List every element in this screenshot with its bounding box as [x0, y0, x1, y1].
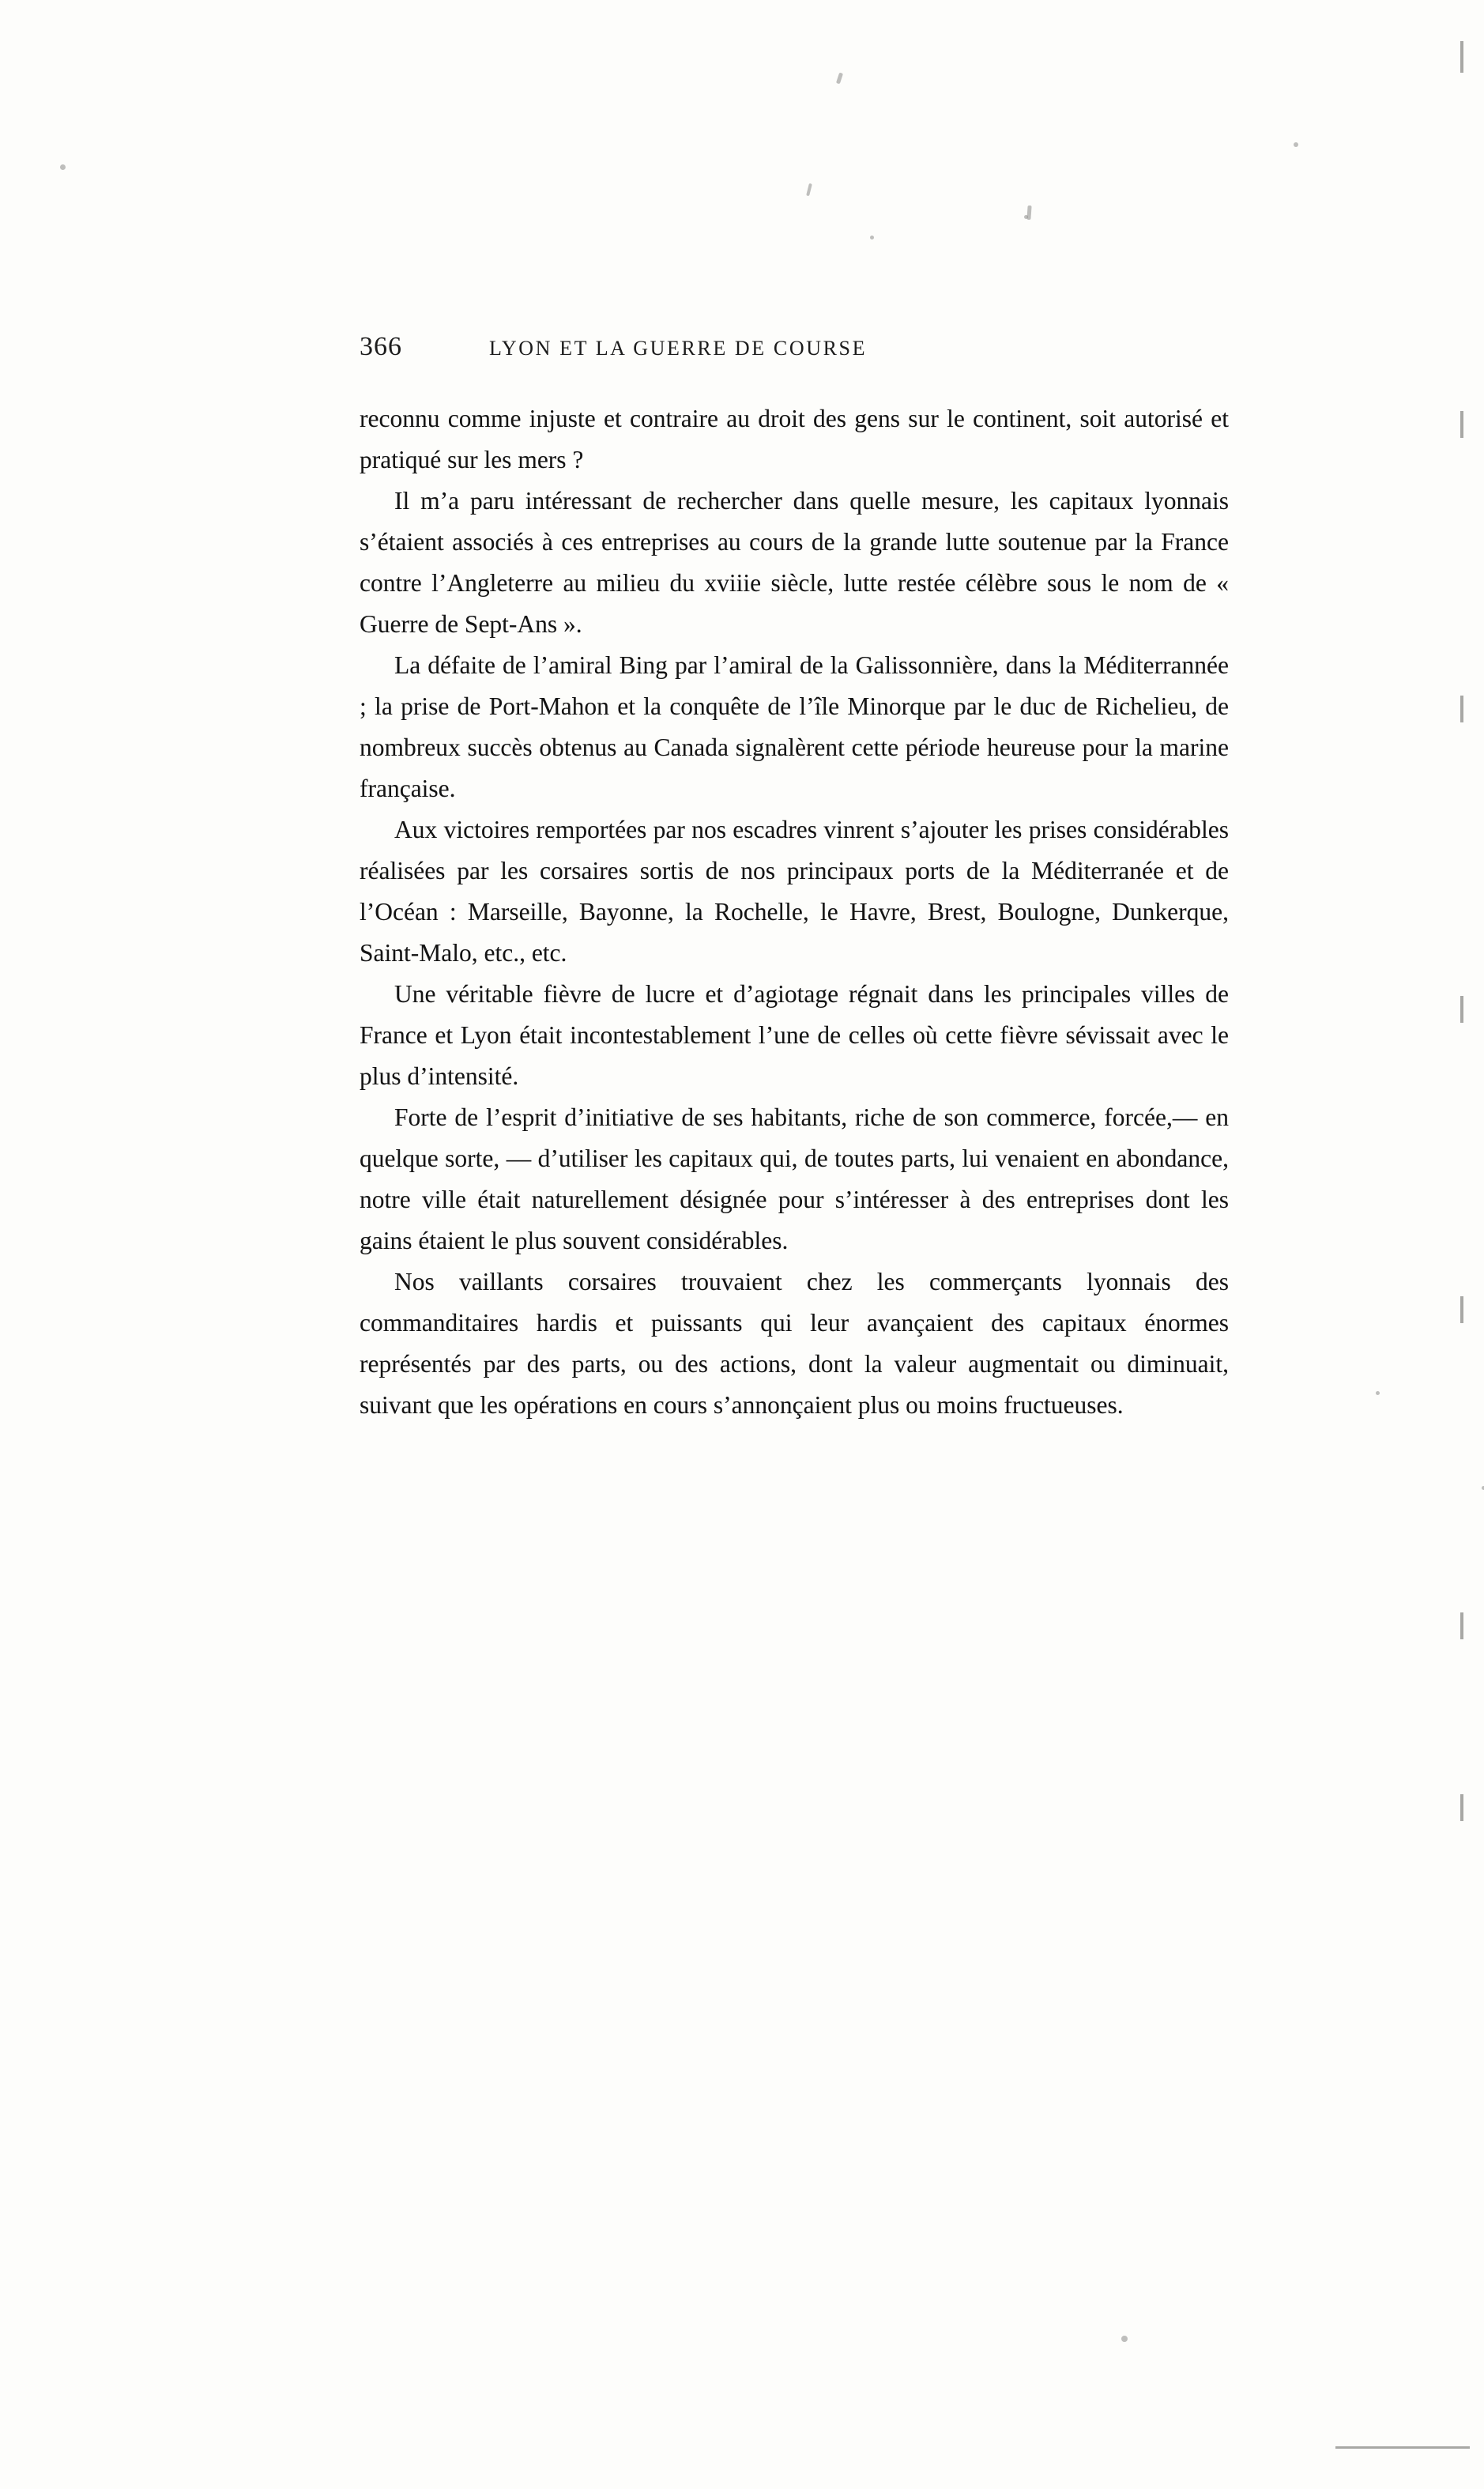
edge-tick — [1460, 411, 1463, 438]
scan-speck — [1024, 215, 1028, 219]
paragraph: Une véritable fièvre de lucre et d’agiotage régnait dans les principales villes de France et Lyon était incontestablement l’une de celles où cette fièvre sévissait avec le plus d’intensité. — [360, 980, 1229, 1090]
running-head-title: LYON ET LA GUERRE DE COURSE — [489, 337, 868, 360]
running-head — [360, 332, 1229, 362]
scan-speck — [1294, 142, 1298, 147]
edge-tick — [1460, 1296, 1463, 1323]
paragraph: Aux victoires remportées par nos escadres vinrent s’ajouter les prises considérables réalisées par les corsaires sortis de nos principaux ports de la Méditerranée et de l’Océan : Marseille, Bayonne, la Rochelle, le Havre, Brest, Boulogne, Dunkerque, Saint-Malo, etc., etc. — [360, 816, 1229, 967]
edge-tick — [1335, 2446, 1470, 2449]
paragraph: reconnu comme injuste et contraire au droit des gens sur le continent, soit autorisé et pratiqué sur les mers ? — [360, 405, 1229, 473]
paragraph: Forte de l’esprit d’initiative de ses habitants, riche de son commerce, forcée,— en quelque sorte, — d’utiliser les capitaux qui, de toutes parts, lui venaient en abondance, notre ville était naturellement désignée pour s’intéresser à des entreprises dont les gains étaient le plus souvent considérables. — [360, 1103, 1229, 1254]
edge-tick — [1460, 41, 1463, 73]
edge-tick — [1460, 996, 1463, 1023]
paragraph: Nos vaillants corsaires trouvaient chez les commerçants lyonnais des commanditaires hardis et puissants qui leur avançaient des capitaux énormes représentés par des parts, ou des actions, dont la valeur augmentait ou diminuait, suivant que les opérations en cours s’annonçaient plus ou moins fructueuses. — [360, 1268, 1229, 1419]
paragraph: Il m’a paru intéressant de rechercher dans quelle mesure, les capitaux lyonnais s’étaient associés à ces entreprises au cours de la grande lutte soutenue par la France contre l’Angleterre au milieu du xviiie siècle, lutte restée célèbre sous le nom de « Guerre de Sept-Ans ». — [360, 487, 1229, 638]
scan-speck — [60, 164, 66, 170]
scan-speck — [836, 73, 843, 85]
edge-tick — [1460, 696, 1463, 722]
page-number: 366 — [360, 332, 402, 361]
edge-tick — [1460, 1612, 1463, 1639]
scan-speck — [1121, 2336, 1128, 2342]
scan-speck — [1376, 1391, 1380, 1395]
edge-tick — [1460, 1794, 1463, 1821]
scan-speck — [806, 183, 812, 196]
scan-speck — [870, 236, 874, 239]
paragraph: La défaite de l’amiral Bing par l’amiral de la Galissonnière, dans la Méditerrannée ; la prise de Port-Mahon et la conquête de l’île Minorque par le duc de Richelieu, de nombreux succès obtenus au Canada signalèrent cette période heureuse pour la marine française. — [360, 651, 1229, 802]
page-text-column — [360, 332, 1229, 1426]
